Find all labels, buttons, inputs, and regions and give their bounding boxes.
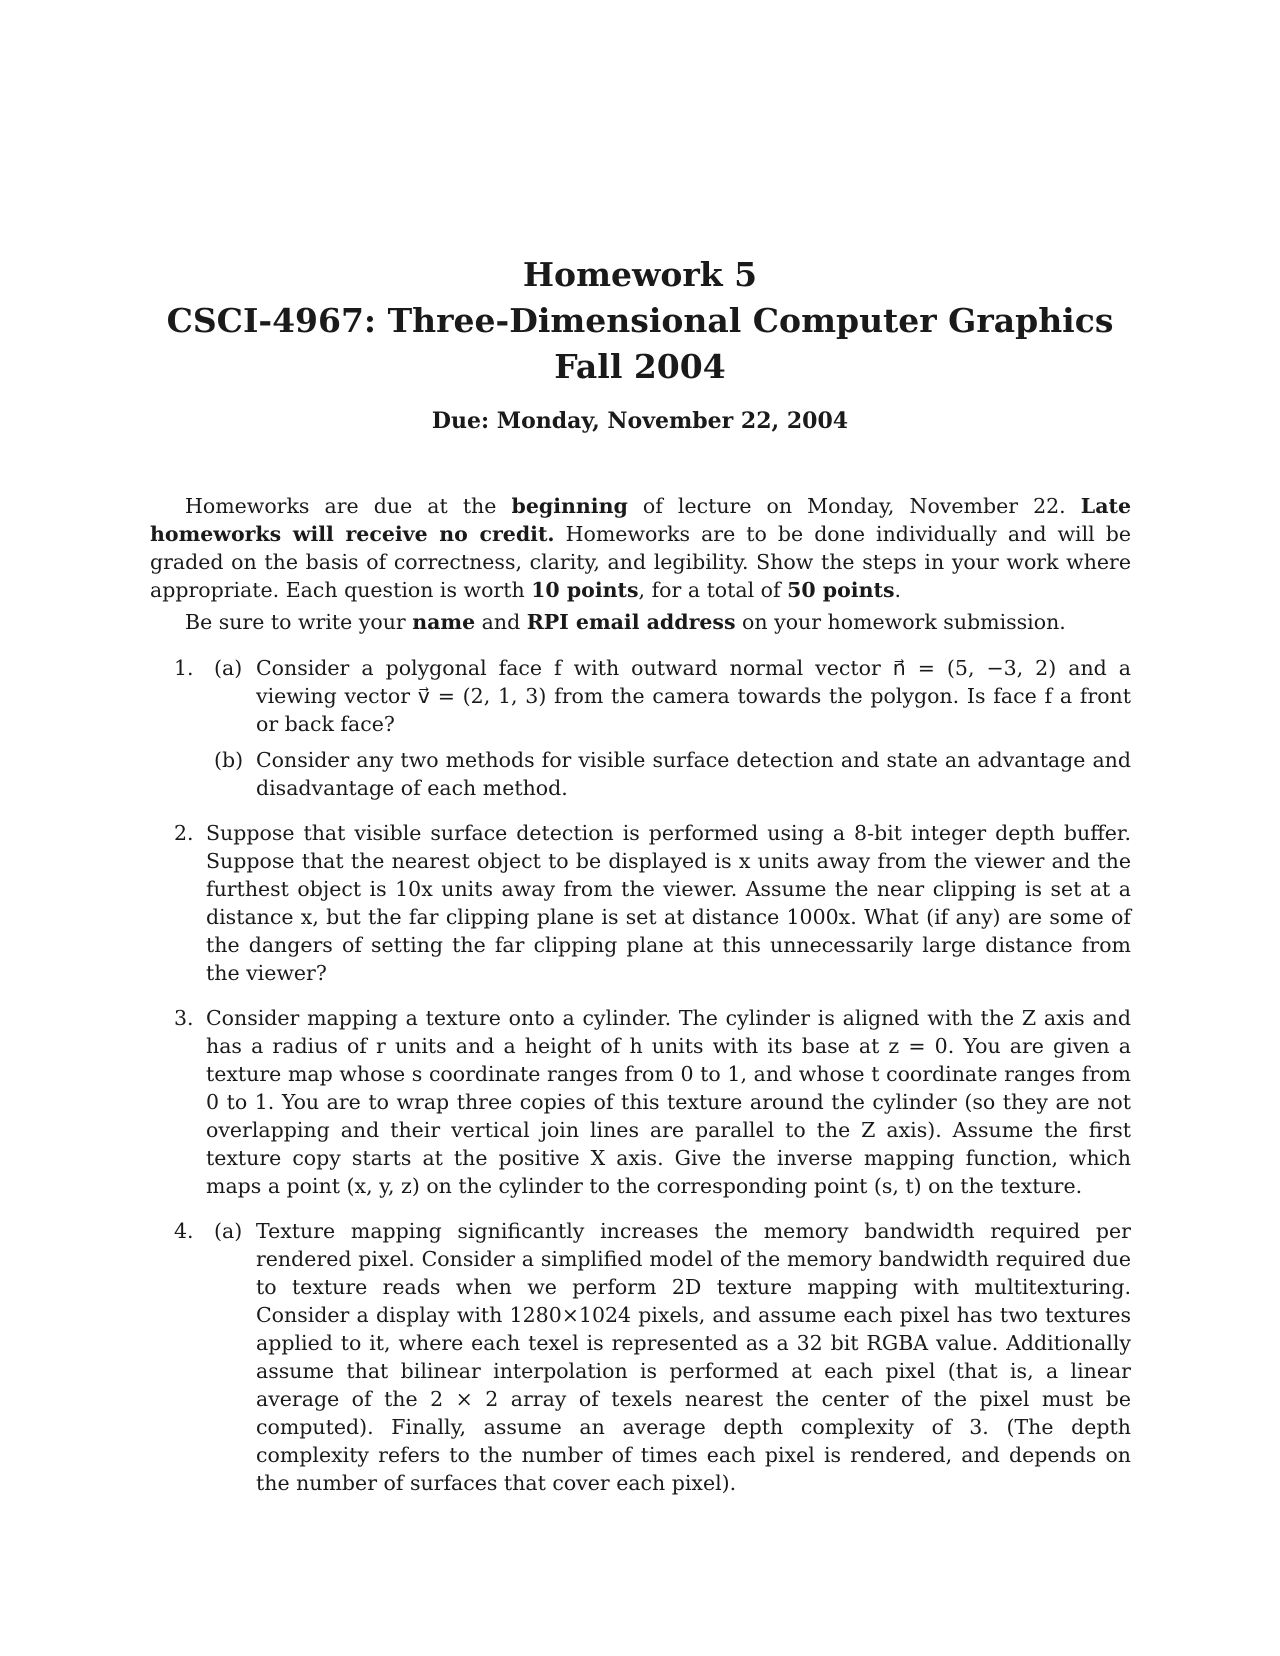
intro-text-1: Homeworks are due at the xyxy=(185,494,512,518)
document-body xyxy=(150,492,1131,1514)
subquestion-text: Texture mapping significantly increases the memory bandwidth required per rendered pixel. Consider a simplified model of the memory bandwidth required due to texture reads when we perform 2D texture mapping with multitexturing. Consider a display with 1280×1024 pixels, and assume each pixel has two textures applied to it, where each texel is represented as a 32 bit RGBA value. Additionally assume that bilinear interpolation is performed at each pixel (that is, a linear average of the 2 × 2 array of texels nearest the center of the pixel must be computed). Finally, assume an average depth complexity of 3. (The depth complexity refers to the number of times each pixel is rendered, and depends on the number of surfaces that cover each pixel). xyxy=(256,1219,1131,1495)
intro-paragraph xyxy=(150,492,1131,604)
subquestion-text: Consider a polygonal face f with outward normal vector n⃗ = (5, −3, 2) and a viewing vector v⃗ = (2, 1, 3) from the camera towards the polygon. Is face f a front or back face? xyxy=(256,656,1131,736)
question-number: 4. xyxy=(174,1219,194,1243)
question-1 xyxy=(150,654,1131,802)
intro-text-2: of lecture on Monday, November 22. xyxy=(627,494,1081,518)
document-header xyxy=(0,252,1280,434)
submission-bold-email: RPI email address xyxy=(526,610,736,634)
intro-text-3: Homeworks are to be done individually and will be graded on the basis of correctness, clarity, and legibility. Show the steps in your work where appropriate. Each question is worth xyxy=(150,522,1131,602)
submission-text-3: on your homework submission. xyxy=(735,610,1066,634)
question-3 xyxy=(150,1004,1131,1200)
question-text: Consider mapping a texture onto a cylinder. The cylinder is aligned with the Z axis and has a radius of r units and a height of h units with its base at z = 0. You are given a texture map whose s coordinate ranges from 0 to 1, and whose t coordinate ranges from 0 to 1. You are to wrap three copies of this texture around the cylinder (so they are not overlapping and their vertical join lines are parallel to the Z axis). Assume the first texture copy starts at the positive X axis. Give the inverse mapping function, which maps a point (x, y, z) on the cylinder to the corresponding point (s, t) on the texture. xyxy=(206,1006,1131,1198)
subquestion-label: (a) xyxy=(214,656,243,680)
question-1b xyxy=(206,746,1131,802)
intro-text-4: , for a total of xyxy=(638,578,788,602)
question-list xyxy=(150,654,1131,1497)
intro-bold-late: Late homeworks will receive no credit. xyxy=(150,494,1131,546)
intro-bold-10-points: 10 points xyxy=(531,578,639,602)
question-2 xyxy=(150,819,1131,987)
question-number: 1. xyxy=(174,656,194,680)
submission-paragraph xyxy=(150,608,1131,636)
question-text: Suppose that visible surface detection is performed using a 8-bit integer depth buffer. Suppose that the nearest object to be displayed is x units away from the viewer and the furthest object is 10x units away from the viewer. Assume the near clipping is set at a distance x, but the far clipping plane is set at distance 1000x. What (if any) are some of the dangers of setting the far clipping plane at this unnecessarily large distance from the viewer? xyxy=(206,821,1131,985)
intro-bold-beginning: beginning xyxy=(511,494,628,518)
submission-text-2: and xyxy=(475,610,527,634)
question-4a xyxy=(206,1217,1131,1497)
subquestion-label: (b) xyxy=(214,748,244,772)
intro-text-5: . xyxy=(894,578,902,602)
intro-bold-50-points: 50 points xyxy=(787,578,895,602)
due-date: Due: Monday, November 22, 2004 xyxy=(431,408,849,434)
submission-text-1: Be sure to write your xyxy=(185,610,413,634)
course-title: CSCI-4967: Three-Dimensional Computer Graphics xyxy=(166,301,1114,340)
term-title: Fall 2004 xyxy=(554,347,726,386)
subquestion-text: Consider any two methods for visible surface detection and state an advantage and disadvantage of each method. xyxy=(256,748,1131,800)
homework-title: Homework 5 xyxy=(522,255,758,294)
question-number: 2. xyxy=(174,821,194,845)
submission-bold-name: name xyxy=(412,610,476,634)
subquestion-label: (a) xyxy=(214,1219,243,1243)
question-1a xyxy=(206,654,1131,738)
question-number: 3. xyxy=(174,1006,194,1030)
question-4 xyxy=(150,1217,1131,1497)
